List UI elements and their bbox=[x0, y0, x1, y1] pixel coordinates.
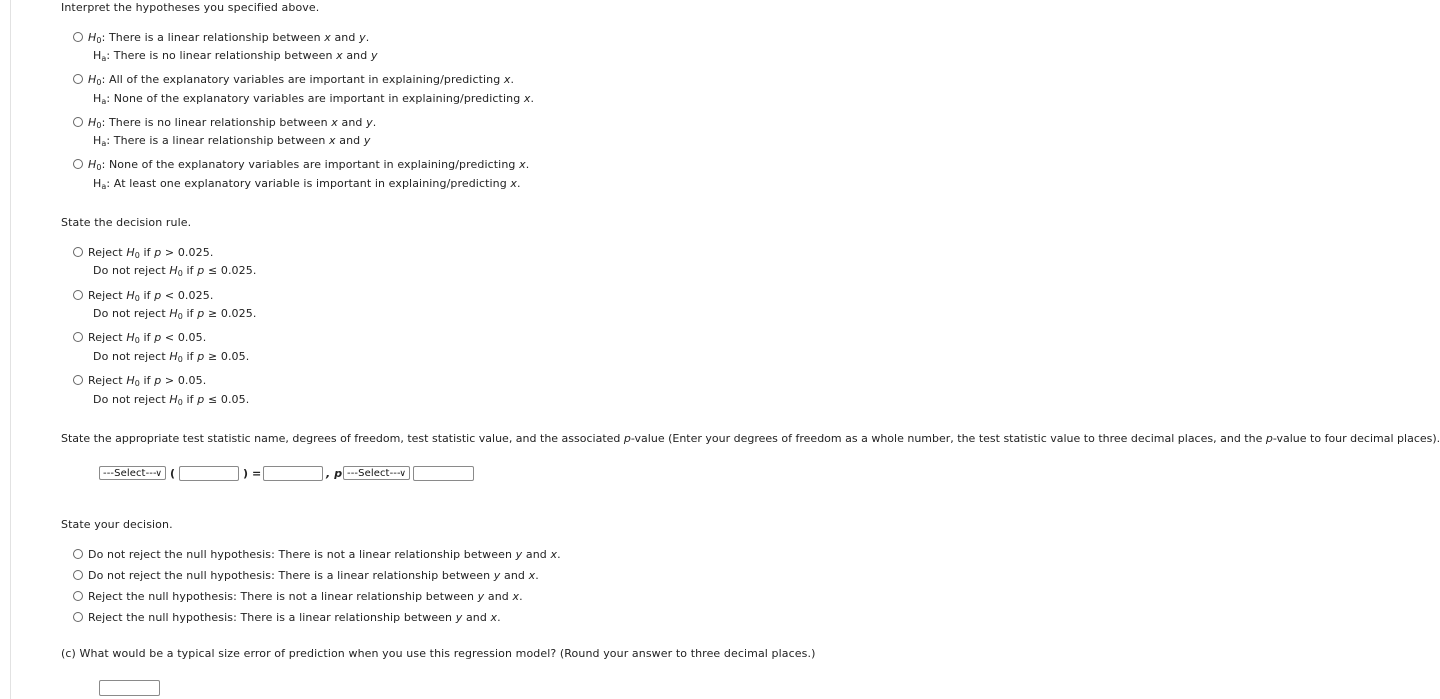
not-reject-rule: Do not reject $H_0$ if p ≥ 0.05. bbox=[93, 350, 250, 364]
reject-rule: Reject $H_0$ if p < 0.025. bbox=[88, 289, 214, 303]
reject-rule: Reject $H_0$ if p < 0.05. bbox=[88, 331, 207, 345]
radio-button[interactable] bbox=[73, 32, 83, 42]
radio-button[interactable] bbox=[73, 570, 83, 580]
h0-statement: $H_0$: There is no linear relationship between x and y. bbox=[88, 116, 377, 130]
degrees-of-freedom-input[interactable] bbox=[179, 466, 239, 481]
h0-statement: $H_0$: None of the explanatory variables are important in explaining/predicting x. bbox=[88, 158, 530, 172]
ha-statement: $H_a$: There is a linear relationship between x and y bbox=[93, 134, 371, 148]
radio-button[interactable] bbox=[73, 159, 83, 169]
part-c-prompt: (c) What would be a typical size error of prediction when you use this regression model? (Round your answer to three decimal places.) bbox=[61, 647, 816, 660]
radio-button[interactable] bbox=[73, 117, 83, 127]
ha-statement: $H_a$: There is no linear relationship between x and y bbox=[93, 49, 378, 63]
not-reject-rule: Do not reject $H_0$ if p ≤ 0.025. bbox=[93, 264, 257, 278]
test-statistic-prompt: State the appropriate test statistic name, degrees of freedom, test statistic value, and the associated p-value (Enter your degrees of freedom as a whole number, the test statistic value to three decimal places, and the p-value to four decimal places). bbox=[61, 432, 1440, 445]
radio-button[interactable] bbox=[73, 612, 83, 622]
radio-button[interactable] bbox=[73, 375, 83, 385]
p-value-input[interactable] bbox=[413, 466, 474, 481]
decision-label: Do not reject the null hypothesis: There is not a linear relationship between y and x. bbox=[88, 548, 561, 561]
chevron-down-icon: ∨ bbox=[155, 469, 162, 479]
radio-button[interactable] bbox=[73, 247, 83, 257]
test-statistic-value-input[interactable] bbox=[263, 466, 323, 481]
ha-statement: $H_a$: None of the explanatory variables are important in explaining/predicting x. bbox=[93, 92, 535, 106]
chevron-down-icon: ∨ bbox=[399, 469, 406, 479]
prediction-error-input[interactable] bbox=[99, 680, 160, 696]
not-reject-rule: Do not reject $H_0$ if p ≥ 0.025. bbox=[93, 307, 257, 321]
h0-statement: $H_0$: All of the explanatory variables are important in explaining/predicting x. bbox=[88, 73, 515, 87]
radio-button[interactable] bbox=[73, 591, 83, 601]
decision-prompt: State your decision. bbox=[61, 518, 173, 531]
h0-statement: $H_0$: There is a linear relationship between x and y. bbox=[88, 31, 370, 45]
left-border bbox=[10, 0, 11, 699]
p-value-select[interactable]: ---Select--- ∨ bbox=[343, 466, 410, 480]
radio-button[interactable] bbox=[73, 332, 83, 342]
radio-button[interactable] bbox=[73, 290, 83, 300]
p-label: , p bbox=[326, 467, 343, 480]
decision-rule-prompt: State the decision rule. bbox=[61, 216, 192, 229]
decision-label: Do not reject the null hypothesis: There is a linear relationship between y and x. bbox=[88, 569, 539, 582]
radio-button[interactable] bbox=[73, 549, 83, 559]
decision-label: Reject the null hypothesis: There is not a linear relationship between y and x. bbox=[88, 590, 523, 603]
hypotheses-prompt: Interpret the hypotheses you specified above. bbox=[61, 1, 320, 14]
not-reject-rule: Do not reject $H_0$ if p ≤ 0.05. bbox=[93, 393, 250, 407]
reject-rule: Reject $H_0$ if p > 0.05. bbox=[88, 374, 207, 388]
ha-statement: $H_a$: At least one explanatory variable is important in explaining/predicting x. bbox=[93, 177, 521, 191]
close-paren-equals: ) = bbox=[243, 467, 262, 480]
test-statistic-select[interactable]: ---Select--- ∨ bbox=[99, 466, 166, 480]
reject-rule: Reject $H_0$ if p > 0.025. bbox=[88, 246, 214, 260]
decision-label: Reject the null hypothesis: There is a linear relationship between y and x. bbox=[88, 611, 501, 624]
open-paren: ( bbox=[170, 467, 176, 480]
radio-button[interactable] bbox=[73, 74, 83, 84]
